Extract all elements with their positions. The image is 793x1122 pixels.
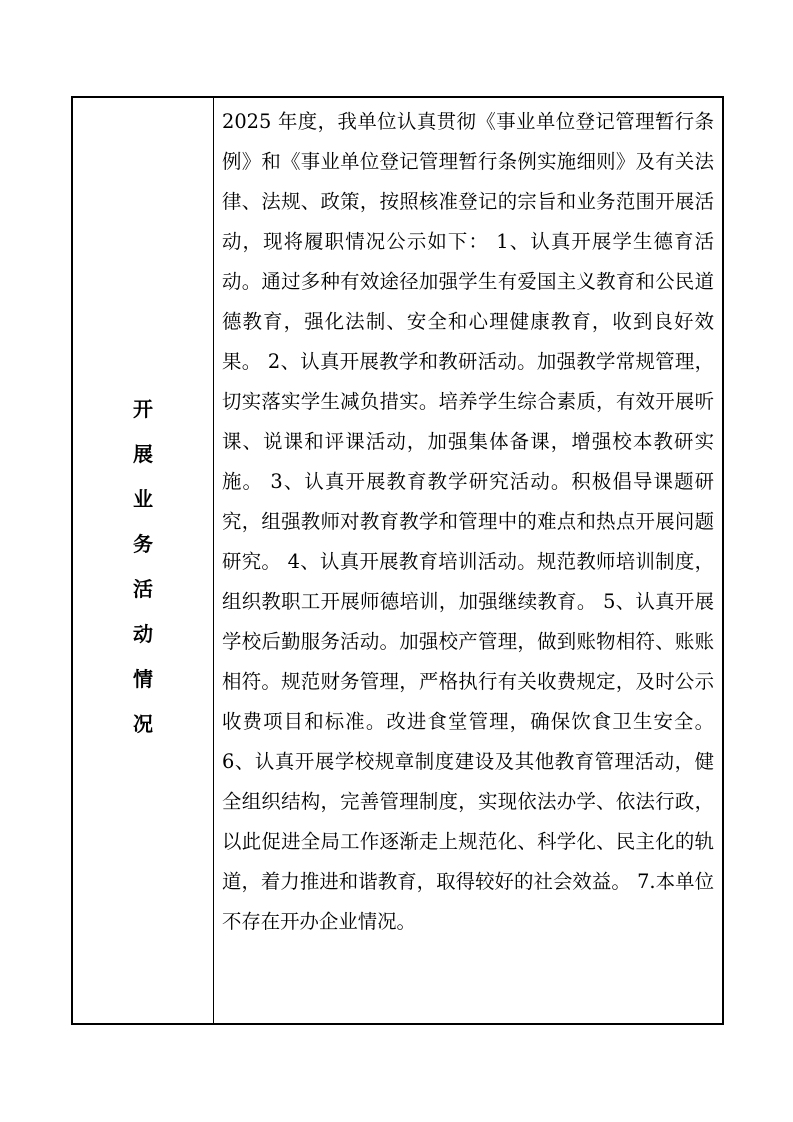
table-divider — [213, 98, 214, 1023]
activity-table — [71, 96, 724, 1025]
section-label: 开展业务活动情况 — [133, 396, 153, 736]
section-content: 2025 年度，我单位认真贯彻《事业单位登记管理暂行条例》和《事业单位登记管理暂行条例实施细则》及有关法律、法规、政策，按照核准登记的宗旨和业务范围开展活动，现将履职情况公示如下： 1、认真开展学生德育活动。通过多种有效途径加强学生有爱国主义教育和公民道德教育，强化法制、安全和心理健康教育，收到良好效果。 2、认真开展教学和教研活动。加强教学常规管理，切实落实学生减负措实。培养学生综合素质，有效开展听课、说课和评课活动，加强集体备课，增强校本教研实施。 3、认真开展教育教学研究活动。积极倡导课题研究，组强教师对教育教学和管理中的难点和热点开展问题研究。 4、认真开展教育培训活动。规范教师培训制度，组织教职工开展师德培训，加强继续教育。 5、认真开展学校后勤服务活动。加强校产管理，做到账物相符、账账相符。规范财务管理，严格执行有关收费规定，及时公示收费项目和标准。改进食堂管理，确保饮食卫生安全。 6、认真开展学校规章制度建设及其他教育管理活动，健全组织结构，完善管理制度，实现依法办学、依法行政，以此促进全局工作逐渐走上规范化、科学化、民主化的轨道，着力推进和谐教育，取得较好的社会效益。 7.本单位不存在开办企业情况。 — [222, 110, 721, 933]
section-content-cell — [222, 102, 721, 942]
section-label-cell — [73, 98, 213, 1023]
